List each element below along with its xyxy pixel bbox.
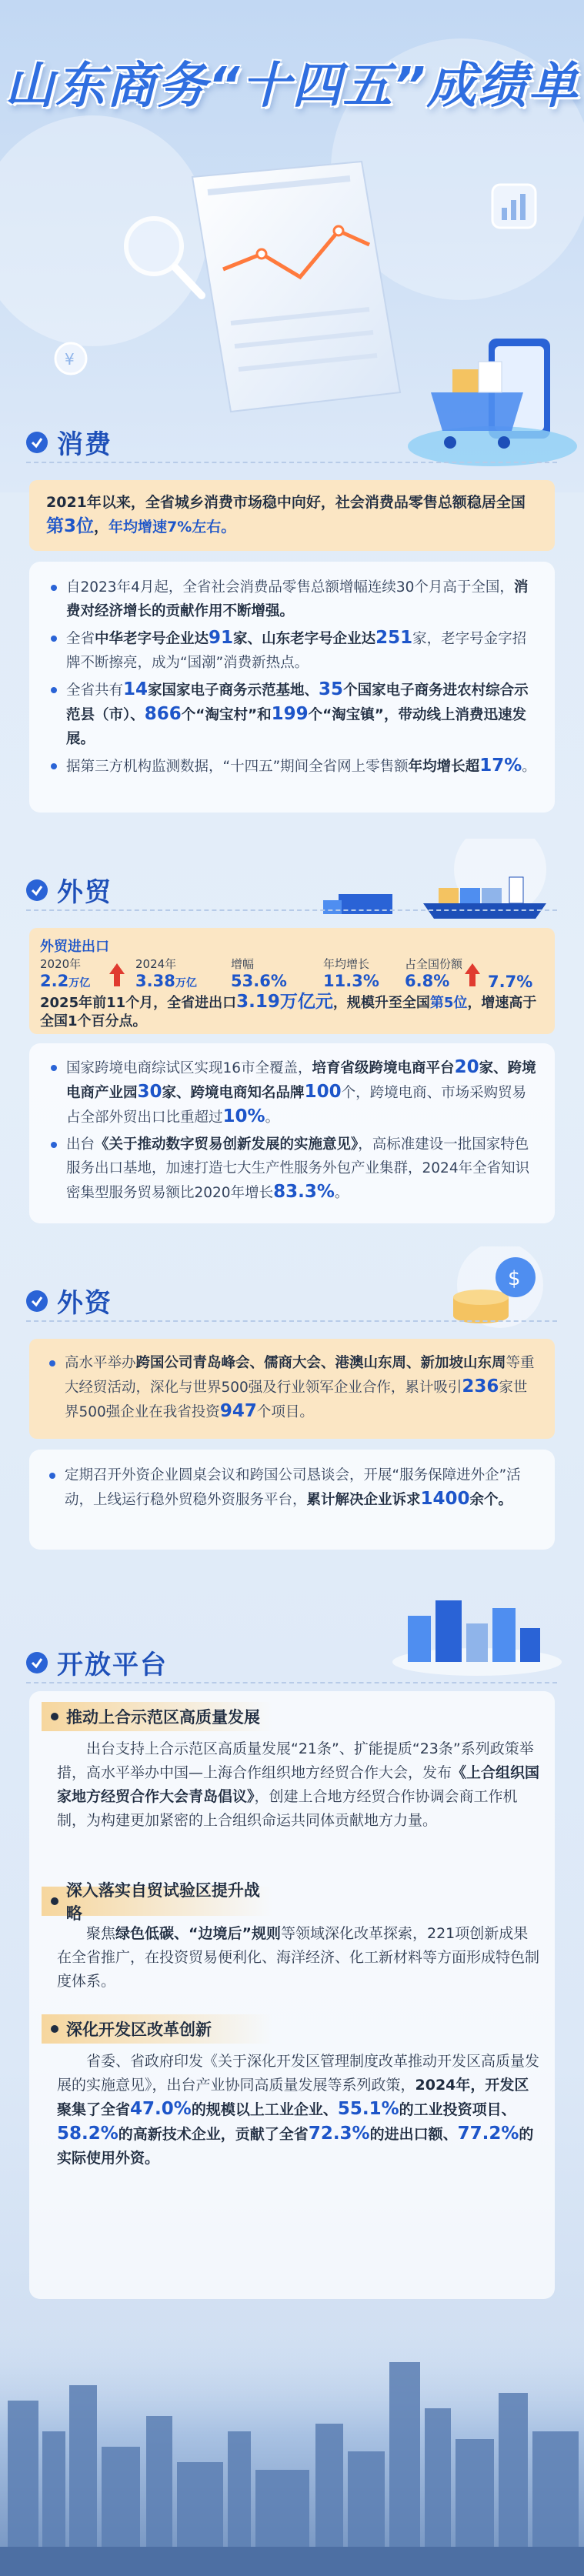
stat-label: 2024年 xyxy=(135,957,177,971)
text: 聚焦 xyxy=(86,1925,116,1942)
number: 3.19万亿元 xyxy=(236,992,333,1012)
section-title: 消费 xyxy=(57,429,112,460)
bullet-dot xyxy=(51,1713,58,1720)
number: 35 xyxy=(319,679,344,699)
stat-increase xyxy=(231,956,287,990)
text-bold: 跨境电商产业园 xyxy=(66,1060,536,1101)
text-bold: 培育省级跨境电商平台 xyxy=(312,1060,455,1076)
text: 出台支持上合示范区高质量发展“21条”、扩能提质“23条”系列政策举措，高水平举办中国—上海合作组织地方经贸合作大会，发布 xyxy=(57,1740,534,1781)
number: 100 xyxy=(304,1082,342,1102)
text: ，规模升至全国 xyxy=(332,995,430,1011)
divider xyxy=(26,1682,557,1683)
number: 199 xyxy=(271,704,309,724)
section-heading-trade xyxy=(26,871,112,909)
number: 72.3% xyxy=(308,2124,370,2144)
section-title: 外贸 xyxy=(57,877,112,908)
number: 251 xyxy=(375,628,413,648)
divider xyxy=(26,462,557,463)
number: 47.0% xyxy=(130,2099,192,2119)
list-item xyxy=(46,576,538,623)
number: 236 xyxy=(462,1376,499,1396)
section-heading-investment xyxy=(26,1282,112,1320)
text-bold: 《关于推动数字贸易创新发展的实施意见》 xyxy=(95,1136,359,1153)
stat-value: 7.7% xyxy=(488,973,533,991)
section-title: 开放平台 xyxy=(57,1650,168,1680)
text: 等领域深化改革探索，221项创新成果在全省推广，在投资贸易便利化、海洋经济、化工新材料等方面形成特色制度体系。 xyxy=(57,1925,540,1990)
text-bold: 跨境电商知名品牌 xyxy=(190,1085,305,1101)
subsection-text-1 xyxy=(57,1737,542,1833)
text-bold: 跨国公司青岛峰会、儒商大会、港澳山东周、新加坡山东周 xyxy=(135,1355,506,1371)
stat-2024 xyxy=(135,956,197,990)
section-heading-consumption xyxy=(26,423,112,461)
trade-stats xyxy=(29,928,555,1034)
text-bold: 余个。 xyxy=(469,1492,513,1508)
section-heading-platform xyxy=(26,1643,168,1681)
check-icon xyxy=(26,1290,48,1312)
page-title: 山东商务“十四五”成绩单 xyxy=(5,58,579,115)
subsection-text-2 xyxy=(57,1922,542,1994)
bullet-dot xyxy=(51,1897,58,1905)
section-title: 外资 xyxy=(57,1288,112,1319)
text: 。 xyxy=(265,1109,280,1126)
stat-value: 2.2 xyxy=(40,972,69,990)
text-bold: 2024年，开发区聚集了全省 xyxy=(57,2077,529,2118)
text-bold: 个“淘宝村”和 xyxy=(181,707,272,723)
arrow-stem xyxy=(469,974,476,986)
list-item xyxy=(46,1133,538,1205)
bullet-dot xyxy=(51,2025,58,2033)
chart-tile-icon xyxy=(492,185,536,228)
trade-card xyxy=(29,1043,555,1223)
stat-label: 增幅 xyxy=(231,957,255,971)
text-bold: 的实际使用外资。 xyxy=(57,2126,534,2167)
text: 家世界500强企业在我省投资 xyxy=(65,1380,528,1420)
svg-text:¥: ¥ xyxy=(65,350,75,369)
text-bold: 山东老字号企业达 xyxy=(262,631,376,647)
number: 91 xyxy=(209,628,234,648)
stat-value: 3.38 xyxy=(135,972,175,990)
buildings-illustration xyxy=(385,1585,562,1677)
text: ，增速高于全国1个百分点。 xyxy=(40,995,537,1029)
text-bold: 家、 xyxy=(162,1085,191,1101)
arrow-up-icon xyxy=(109,963,125,974)
stat-value: 11.3% xyxy=(323,972,379,990)
text: 2025年前11个月，全省进出口 xyxy=(40,995,237,1011)
svg-text:$: $ xyxy=(508,1267,521,1290)
stat-average xyxy=(323,956,379,990)
number: 947 xyxy=(219,1401,257,1421)
list-item xyxy=(46,626,538,675)
highlight-rank: 第3位 xyxy=(46,516,95,536)
text-bold: 家国家电子商务示范基地、 xyxy=(148,682,319,699)
city-skyline-illustration xyxy=(0,2316,584,2576)
text-bold: 年均增长超 xyxy=(408,759,480,775)
text-bold: 个“淘宝镇”，带动线上消费迅速发展。 xyxy=(66,707,526,747)
stat-value: 6.8% xyxy=(405,972,450,990)
text: 个，跨境电商、市场采购贸易占全部外贸出口比重超过 xyxy=(66,1085,527,1126)
text: 自2023年4月起，全省社会消费品零售总额增幅连续30个月高于全国， xyxy=(66,579,514,596)
text: 全省 xyxy=(66,631,95,647)
subsection-title: 深化开发区改革创新 xyxy=(66,2020,212,2039)
stat-share-to xyxy=(488,973,532,991)
coin-icon xyxy=(55,343,86,374)
text-bold: 的高新技术企业，贡献了全省 xyxy=(118,2126,309,2143)
text: 省委、省政府印发《关于深化开发区管理制度改革推动开发区高质量发展的实施意见》，出台产业协同高质量发展等系列政策， xyxy=(57,2053,540,2094)
stat-label: 2020年 xyxy=(40,957,82,971)
stat-label: 年均增长 xyxy=(323,957,370,971)
number: 1400 xyxy=(420,1489,470,1509)
investment-highlight xyxy=(29,1339,555,1439)
text: 。 xyxy=(334,1185,349,1201)
text: 等重大经贸活动，深化与世界500强及行业领军企业合作，累计吸引 xyxy=(65,1355,535,1396)
text-bold: 家、 xyxy=(479,1060,508,1076)
list-item xyxy=(46,678,538,751)
number: 58.2% xyxy=(57,2124,118,2144)
check-icon xyxy=(26,432,48,453)
text-bold: 家、 xyxy=(233,631,262,647)
arrow-stem xyxy=(114,974,120,986)
number: 17% xyxy=(479,756,522,776)
check-icon xyxy=(26,879,48,901)
text: 个项目。 xyxy=(256,1404,314,1420)
hero xyxy=(0,0,584,492)
stats-title: 外贸进出口 xyxy=(40,939,109,955)
text: 出台 xyxy=(66,1136,95,1153)
coins-illustration xyxy=(439,1246,554,1331)
number: 77.2% xyxy=(457,2124,519,2144)
stat-share xyxy=(405,956,462,990)
subsection-title-2 xyxy=(42,1881,272,1923)
highlight-sep: ， xyxy=(94,519,109,536)
number: 10% xyxy=(222,1106,265,1126)
stat-label: 占全国份额 xyxy=(405,957,463,971)
consumption-highlight xyxy=(29,480,555,551)
text-bold: 累计解决企业诉求 xyxy=(306,1492,421,1508)
trade-summary xyxy=(40,993,548,1031)
stat-value: 53.6% xyxy=(231,972,287,990)
subsection-title: 推动上合示范区高质量发展 xyxy=(66,1708,260,1727)
number: 第5位 xyxy=(429,995,468,1011)
subsection-text-3 xyxy=(57,2050,542,2171)
number: 30 xyxy=(137,1082,162,1102)
text: 定期召开外资企业圆桌会议和跨国公司恳谈会，开展“服务保障进外企”活动，上线运行稳外贸稳外资服务平台， xyxy=(65,1467,521,1508)
divider xyxy=(26,1320,557,1322)
text-bold: 消费对经济增长的贡献作用不断增强。 xyxy=(66,579,529,619)
list-item xyxy=(46,1056,538,1130)
subsection-title-3 xyxy=(42,2014,272,2044)
investment-card xyxy=(29,1450,555,1550)
text-bold: 绿色低碳、“边境后”规则 xyxy=(115,1925,281,1942)
number: 83.3% xyxy=(273,1182,335,1202)
text: 家，老字号金字招牌不断擦亮，成为“国潮”消费新热点。 xyxy=(66,631,527,671)
number: 866 xyxy=(144,704,182,724)
number: 14 xyxy=(123,679,149,699)
text-bold: 《上合组织国家地方经贸合作大会青岛倡议》 xyxy=(57,1764,540,1805)
highlight-growth: 年均增速7%左右。 xyxy=(108,519,236,536)
text: 。 xyxy=(522,759,536,775)
list-item xyxy=(45,1463,539,1512)
text-bold: 的工业投资项目、 xyxy=(399,2101,516,2118)
list-item xyxy=(46,754,538,779)
number: 55.1% xyxy=(337,2099,399,2119)
highlight-text: 2021年以来，全省城乡消费市场稳中向好，社会消费品零售总额稳居全国 xyxy=(46,494,526,511)
subsection-title-1 xyxy=(42,1702,272,1731)
text: 据第三方机构监测数据，“十四五”期间全省网上零售额 xyxy=(66,759,409,775)
subsection-title: 深入落实自贸试验区提升战略 xyxy=(65,1881,260,1923)
check-icon xyxy=(26,1652,48,1673)
text-bold: 的进出口额、 xyxy=(369,2126,458,2143)
number: 20 xyxy=(454,1057,479,1077)
text: ，创建上合地方经贸合作协调会商工作机制，为构建更加紧密的上合组织命运共同体贡献地方力量。 xyxy=(57,1788,518,1829)
arrow-up-icon xyxy=(465,963,480,974)
text-bold: 中华老字号企业达 xyxy=(95,631,209,647)
stat-unit: 万亿 xyxy=(175,977,197,989)
list-item xyxy=(45,1351,539,1424)
divider xyxy=(26,909,557,911)
text: 国家跨境电商综试区实现16市全覆盖， xyxy=(66,1060,312,1076)
text-bold: 的规模以上工业企业、 xyxy=(191,2101,338,2118)
consumption-card xyxy=(29,562,555,813)
text-bold: 个国家电子商务进农村综合示范县（市）、 xyxy=(66,682,529,723)
stat-2020 xyxy=(40,956,90,990)
text: ，高标准建设一批国家特色服务出口基地，加速打造七大生产性服务外包产业集群，2024年全省知识密集型服务贸易额比2020年增长 xyxy=(66,1136,530,1201)
text: 全省共有 xyxy=(66,682,124,699)
stat-unit: 万亿 xyxy=(68,977,91,989)
text: 高水平举办 xyxy=(65,1355,136,1371)
